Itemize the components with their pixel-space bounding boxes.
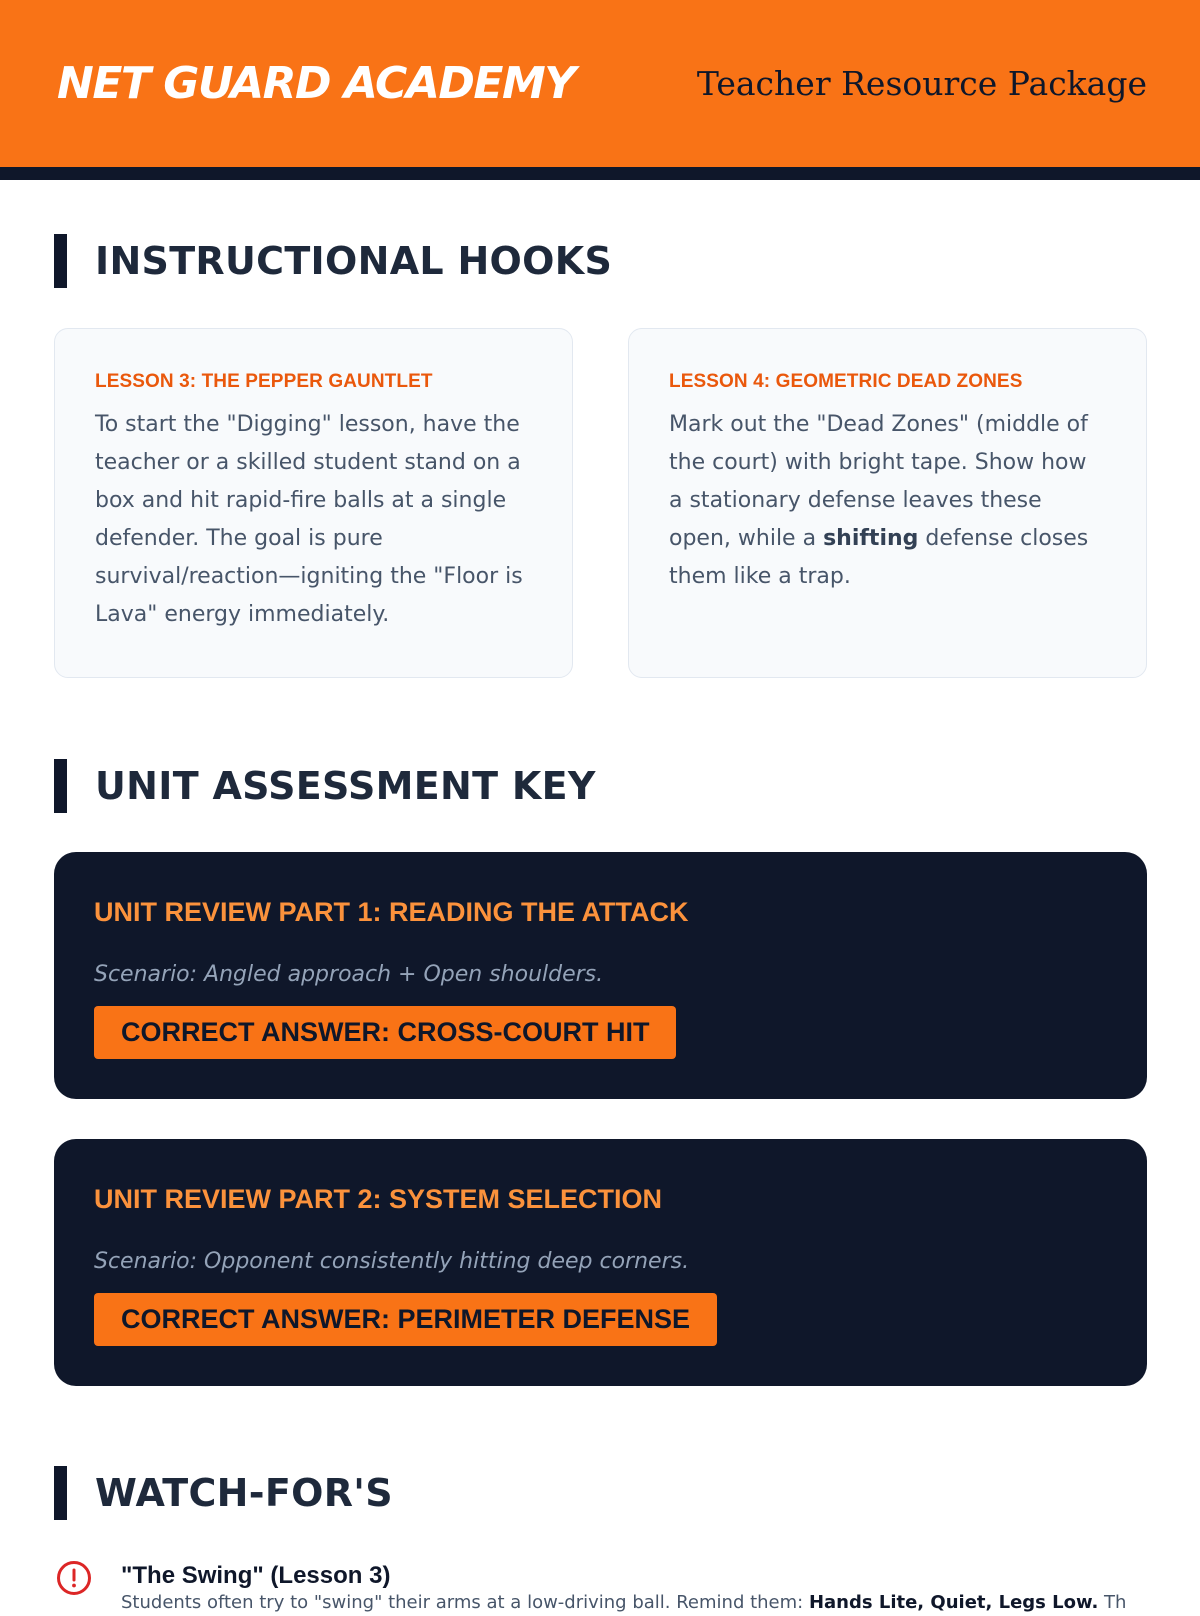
section-title: WATCH-FOR'S <box>95 1471 393 1515</box>
review-scenario: Scenario: Angled approach + Open shoulders. <box>94 962 604 987</box>
section-heading-assessment <box>54 759 596 813</box>
hook-card-body-emphasis: shifting <box>823 526 919 551</box>
watch-for-desc-text: Students often try to "swing" their arms at a low-driving ball. Remind them: <box>121 1592 809 1613</box>
correct-answer-badge: CORRECT ANSWER: CROSS-COURT HIT <box>94 1006 676 1059</box>
section-heading-watchfor <box>54 1466 393 1520</box>
heading-accent-bar <box>54 759 67 813</box>
section-title: INSTRUCTIONAL HOOKS <box>95 239 613 283</box>
alert-circle-icon <box>56 1560 92 1596</box>
heading-accent-bar <box>54 1466 67 1520</box>
review-block-part-1 <box>54 852 1147 1099</box>
section-heading-hooks <box>54 234 612 288</box>
hook-card-body: To start the "Digging" lesson, have the teacher or a skilled student stand on a box and hit rapid-fire balls at a single defender. The goal is pure survival/reaction—igniting the "Floor is Lava" energy immediately. <box>95 412 523 627</box>
review-scenario: Scenario: Opponent consistently hitting deep corners. <box>94 1249 690 1274</box>
review-block-part-2 <box>54 1139 1147 1386</box>
hook-card-body-text: Mark out the "Dead Zones" (middle of the court) with bright tape. Show how a stationary defense leaves these open, while a <box>669 412 1088 551</box>
hook-card-title: LESSON 3: THE PEPPER GAUNTLET <box>95 371 433 392</box>
header-divider <box>0 167 1200 180</box>
hook-card-title: LESSON 4: GEOMETRIC DEAD ZONES <box>669 371 1023 392</box>
page-header <box>0 0 1200 167</box>
watch-for-desc-text: Th <box>1098 1592 1127 1613</box>
watch-for-desc-emphasis: Hands Lite, Quiet, Legs Low. <box>808 1592 1099 1613</box>
hook-card-lesson-4 <box>628 328 1147 678</box>
hook-card-body-text: defense closes them like a trap. <box>669 526 1089 589</box>
hook-card-lesson-3 <box>54 328 573 678</box>
package-title: Teacher Resource Package <box>696 64 1147 103</box>
review-title: UNIT REVIEW PART 2: SYSTEM SELECTION <box>94 1184 663 1214</box>
hook-card-body <box>669 406 1106 596</box>
review-title: UNIT REVIEW PART 1: READING THE ATTACK <box>94 897 689 927</box>
watch-for-title: "The Swing" (Lesson 3) <box>121 1562 391 1589</box>
heading-accent-bar <box>54 234 67 288</box>
watch-for-item <box>54 1556 1147 1616</box>
watch-for-description <box>121 1592 1141 1613</box>
section-title: UNIT ASSESSMENT KEY <box>95 764 596 808</box>
academy-title: NET GUARD ACADEMY <box>57 58 575 109</box>
correct-answer-badge: CORRECT ANSWER: PERIMETER DEFENSE <box>94 1293 717 1346</box>
